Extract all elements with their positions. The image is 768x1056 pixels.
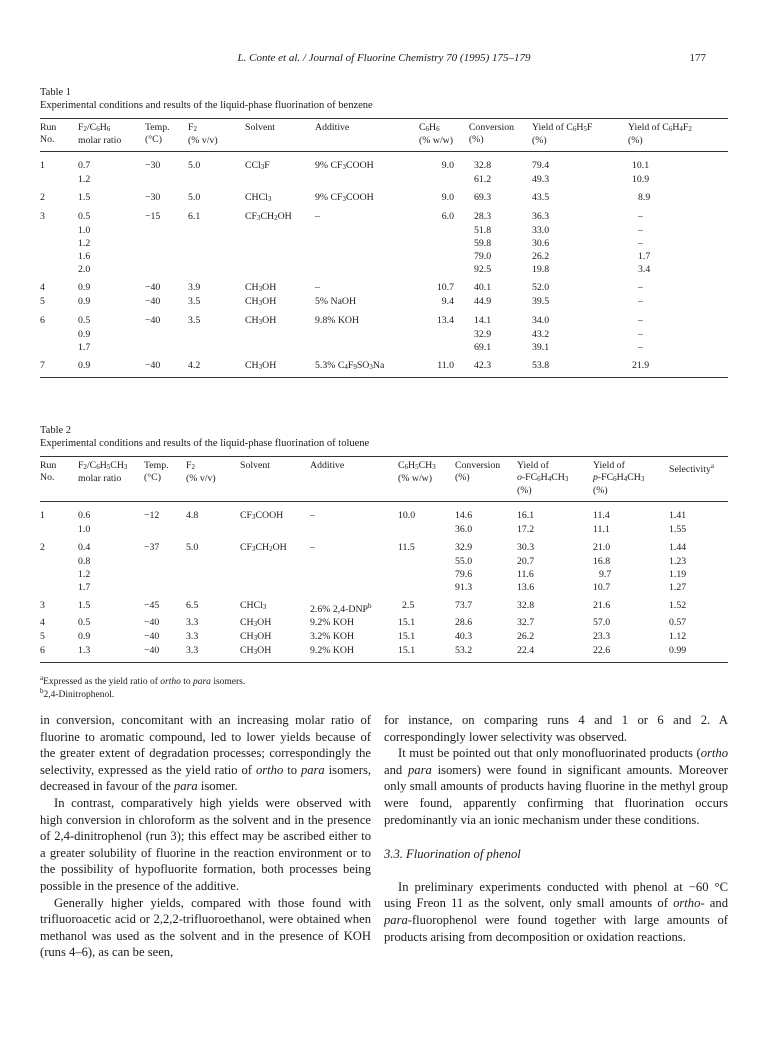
table-row: 4 0.9 −40 3.9 $CH_3OH$ – 10.7 40.1 52.0 – [40,282,643,293]
table-row: 1 0.7 −30 5.0 CCl$_3$F 9% $CF_3COOH$ 9.0 32.8 79.4 10.1 [40,160,650,171]
table2-header: Selectivity$^a$ [669,457,728,502]
table-row: 3 0.5 −15 6.1 $CF_3CH_2OH$ – 6.0 28.3 36.3 – [40,211,643,222]
table-row: 0.9 32.9 43.2 – [78,329,643,340]
running-head: L. Conte et al. / Journal of Fluorine Chemistry 70 (1995) 175–179 [237,52,531,64]
table1-header: Yield of $C_6H_5F$ (%) [532,119,628,152]
table1-label: Table 1 [40,87,72,98]
table-row: 2 1.5 −30 5.0 CHCl$_3$ 9% $CF_3COOH$ 9.0 69.3 43.5 8.9 [40,192,651,203]
paragraph: for instance, on comparing runs 4 and 1 or 6 and 2. A correspondingly lower selectivity was observed. [384,713,728,744]
table1-header: Yield of $C_6H_4F_2$ (%) [628,119,728,152]
table-row: 3 1.5 −45 6.5 CHCl$_3$ 2.6% 2,4-DNP$^b$ 2.5 73.7 32.8 21.6 1.52 [40,600,687,615]
table2-label: Table 2 [40,425,72,436]
table1-caption: Experimental conditions and results of the liquid-phase fluorination of benzene [40,100,373,111]
paragraph: In contrast, comparatively high yields were observed with high conversion in chloroform as the solvent and in the presence of 2,4-dinitrophenol (run 3); this effect may be ascribed either to a greater solubility of fluorine in the reaction environment or to the possibility of hypofluorite formation, both processes being possible in the presence of the additive. [40,795,371,893]
table2-header: Run No. [40,457,78,502]
table-row: 0.8 55.0 20.7 16.8 1.23 [78,556,687,567]
table-row: 2 0.4 −37 5.0 $CF_3CH_2OH$ – 11.5 32.9 30.3 21.0 1.44 [40,542,687,553]
table-row: 1 0.6 −12 4.8 $CF_3COOH$ – 10.0 14.6 16.1 11.4 1.41 [40,510,687,521]
table2-footnote-b: $^b$2,4-Dinitrophenol. [40,687,115,700]
table-row: 1.0 36.0 17.2 11.1 1.55 [78,524,687,535]
page-number: 177 [689,52,706,64]
table1-header: $F_2/C_6H_6$ molar ratio [78,119,145,152]
table-row: 1.6 79.0 26.2 1.7 [78,251,651,262]
table-row: 1.0 51.8 33.0 – [78,225,643,236]
table2-header: $F_2$ (% v/v) [186,457,240,502]
table2-header: $C_6H_5CH_3$ (% w/w) [398,457,455,502]
table1-header: $F_2$ (% v/v) [188,119,245,152]
table2-footnote-a: $^a$Expressed as the yield ratio of ortho to para isomers. [40,674,246,687]
table-row: 7 0.9 −40 4.2 $CH_3OH$ 5.3% $C_4F_9SO_3Na$ 11.0 42.3 53.8 21.9 [40,354,728,378]
table-row: 4 0.5 −40 3.3 $CH_3OH$ 9.2% KOH 15.1 28.6 32.7 57.0 0.57 [40,617,687,628]
table-row: 5 0.9 −40 3.5 $CH_3OH$ 5% NaOH 9.4 44.9 39.5 – [40,296,643,307]
table2-header: Conversion (%) [455,457,517,502]
table2-header: Additive [310,457,398,502]
table2-header: Temp. (°C) [144,457,186,502]
table2-header: Solvent [240,457,310,502]
table-row: 2.0 92.5 19.8 3.4 [78,264,651,275]
table-row: 5 0.9 −40 3.3 $CH_3OH$ 3.2% KOH 15.1 40.3 26.2 23.3 1.12 [40,631,687,642]
table1-header: Run No. [40,119,78,152]
body-right-column [384,712,728,945]
section-heading: 3.3. Fluorination of phenol [384,847,521,862]
body-left-column [40,712,371,961]
table-row: 1.2 61.2 49.3 10.9 [78,174,650,185]
table-row: 6 1.3 −40 3.3 $CH_3OH$ 9.2% KOH 15.1 53.2 22.4 22.6 0.99 [40,644,728,663]
table1-header: Solvent [245,119,315,152]
table2-header: $F_2/C_6H_5CH_3$ molar ratio [78,457,144,502]
paragraph: in conversion, concomitant with an increasing molar ratio of fluorine to aromatic compound, led to lower yields because of the greater extent of degradation processes; correspondingly the selectivity, expressed as the yield ratio of ortho to para isomers, decreased in favour of the para isomer. [40,713,371,794]
paragraph: In preliminary experiments conducted with phenol at −60 °C using Freon 11 as the solvent, only small amounts of ortho- and para-fluorophenol were found together with large amounts of products arising from decomposition or oxidation reactions. [384,879,728,944]
table-row: 1.2 59.8 30.6 – [78,238,643,249]
paragraph: It must be pointed out that only monofluorinated products (ortho and para isomers) were found in significant amounts. Moreover only small amounts of products having fluorine in the methyl group were found, apparently confirming that fluorination occurs predominantly via an ionic mechanism under these conditions. [384,746,728,827]
table2-header: Yield of $o-FC_6H_4CH_3$ (%) [517,457,593,502]
table-row: 1.7 69.1 39.1 – [78,342,643,353]
table-row: 1.7 91.3 13.6 10.7 1.27 [78,582,687,593]
table1-header: Additive [315,119,419,152]
table2-caption: Experimental conditions and results of the liquid-phase fluorination of toluene [40,438,370,449]
table1-header: Temp. (°C) [145,119,188,152]
table2 [40,456,728,663]
table1 [40,118,728,378]
table1-header: Conversion (%) [464,119,532,152]
table-row: 6 0.5 −40 3.5 $CH_3OH$ 9.8% KOH 13.4 14.1 34.0 – [40,315,643,326]
table1-header-row [40,119,728,152]
table2-header: Yield of $p-FC_6H_4CH_3$ (%) [593,457,669,502]
table-row: 1.2 79.6 11.6 9.7 1.19 [78,569,687,580]
table2-header-row [40,457,728,502]
table1-header: $C_6H_6$ (% w/w) [419,119,464,152]
paragraph: Generally higher yields, compared with those found with trifluoroacetic acid or 2,2,2-trifluoroethanol, were obtained when methanol was used as the solvent and in the presence of KOH (runs 4–6), as can be seen, [40,895,371,960]
